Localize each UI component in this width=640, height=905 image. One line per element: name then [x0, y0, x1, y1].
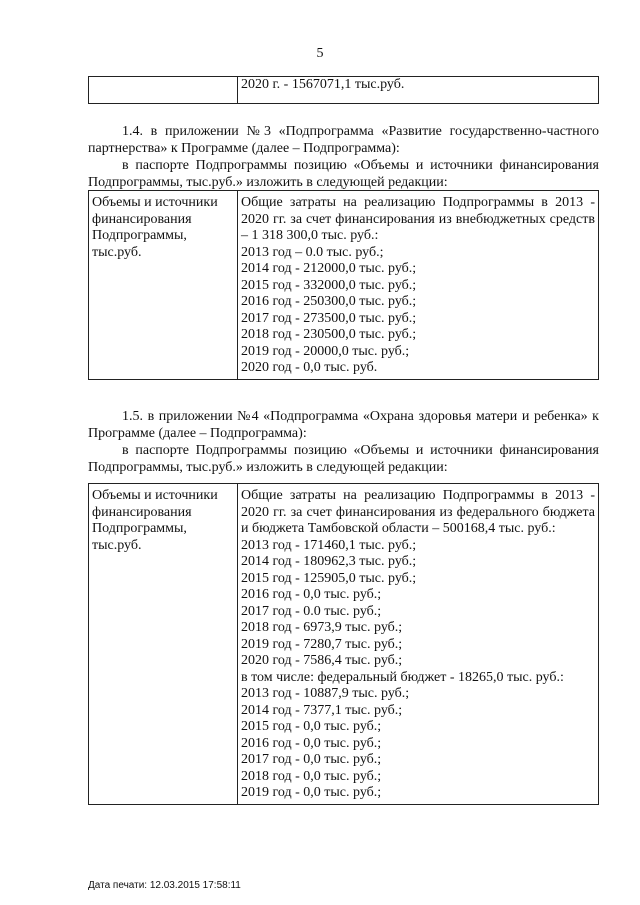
financing-table-1-5 [88, 483, 599, 805]
funding-line: 2017 год - 273500,0 тыс. руб.; [241, 310, 417, 326]
section-1-5-line1: 1.5. в приложении №4 «Подпрограмма «Охрана здоровья матери и ребенка» к Программе (далее – Подпрограмма): [88, 409, 599, 441]
table-cell-value [238, 484, 599, 805]
funding-line: 2018 год - 6973,9 тыс. руб.; [241, 620, 403, 635]
table-row [89, 484, 599, 805]
table-cell-value: 2020 г. - 1567071,1 тыс.руб. [238, 77, 599, 104]
funding-line: 2016 год - 0,0 тыс. руб.; [241, 587, 382, 602]
funding-line: 2019 год - 20000,0 тыс. руб.; [241, 343, 410, 359]
funding-line: 2018 год - 0,0 тыс. руб.; [241, 768, 382, 784]
funding-line: 2018 год - 230500,0 тыс. руб.; [241, 327, 417, 342]
funding-line: 2020 год - 7586,4 тыс. руб.; [241, 653, 403, 668]
funding-line: 2017 год - 0.0 тыс. руб.; [241, 603, 382, 619]
funding-line: 2020 год - 0,0 тыс. руб. [241, 360, 378, 375]
section-1-4-text [88, 123, 599, 191]
funding-line: 2013 год – 0.0 тыс. руб.; [241, 244, 384, 260]
section-1-5-text [88, 408, 599, 476]
section-1-4-line1: 1.4. в приложении №3 «Подпрограмма «Развитие государственно-частного партнерства» к Программе (далее – Подпрограмма): [88, 124, 599, 156]
funding-intro: Общие затраты на реализацию Подпрограммы в 2013 - 2020 гг. за счет финансирования из федерального бюджета и бюджета Тамбовской области – 500168,4 тыс. руб.: [241, 488, 595, 536]
table-cell-label: Объемы и источники финансирования Подпрограммы, тыс.руб. [89, 191, 238, 380]
page-number: 5 [316, 46, 324, 61]
financing-table-1-4 [88, 190, 599, 380]
section-1-4-line2: в паспорте Подпрограммы позицию «Объемы и источники финансирования Подпрограммы, тыс.руб.» изложить в следующей редакции: [88, 158, 599, 190]
funding-line: 2017 год - 0,0 тыс. руб.; [241, 752, 382, 767]
table-cell-empty [89, 77, 238, 104]
funding-line: 2015 год - 0,0 тыс. руб.; [241, 719, 382, 734]
funding-line: 2019 год - 0,0 тыс. руб.; [241, 785, 382, 800]
funding-line: 2016 год - 0,0 тыс. руб.; [241, 735, 382, 751]
print-date-footer: Дата печати: 12.03.2015 17:58:11 [88, 880, 241, 891]
funding-line: 2013 год - 10887,9 тыс. руб.; [241, 686, 410, 701]
table-cell-value [238, 191, 599, 380]
funding-line: 2014 год - 7377,1 тыс. руб.; [241, 702, 403, 718]
continuation-table [88, 76, 599, 104]
table-row [89, 77, 599, 104]
table-row [89, 191, 599, 380]
funding-line: 2014 год - 212000,0 тыс. руб.; [241, 261, 417, 276]
funding-intro: Общие затраты на реализацию Подпрограммы в 2013 - 2020 гг. за счет финансирования из внебюджетных средств – 1 318 300,0 тыс. руб.: [241, 195, 595, 243]
funding-line: 2015 год - 332000,0 тыс. руб.; [241, 277, 417, 293]
funding-line: 2019 год - 7280,7 тыс. руб.; [241, 636, 403, 652]
funding-line: в том числе: федеральный бюджет - 18265,0 тыс. руб.: [241, 669, 564, 685]
funding-line: 2014 год - 180962,3 тыс. руб.; [241, 554, 417, 569]
funding-line: 2013 год - 171460,1 тыс. руб.; [241, 537, 417, 553]
section-1-5-line2: в паспорте Подпрограммы позицию «Объемы и источники финансирования Подпрограммы, тыс.руб.» изложить в следующей редакции: [88, 443, 599, 475]
funding-line: 2016 год - 250300,0 тыс. руб.; [241, 294, 417, 309]
funding-line: 2015 год - 125905,0 тыс. руб.; [241, 570, 417, 586]
table-cell-label: Объемы и источники финансирования Подпрограммы, тыс.руб. [89, 484, 238, 805]
